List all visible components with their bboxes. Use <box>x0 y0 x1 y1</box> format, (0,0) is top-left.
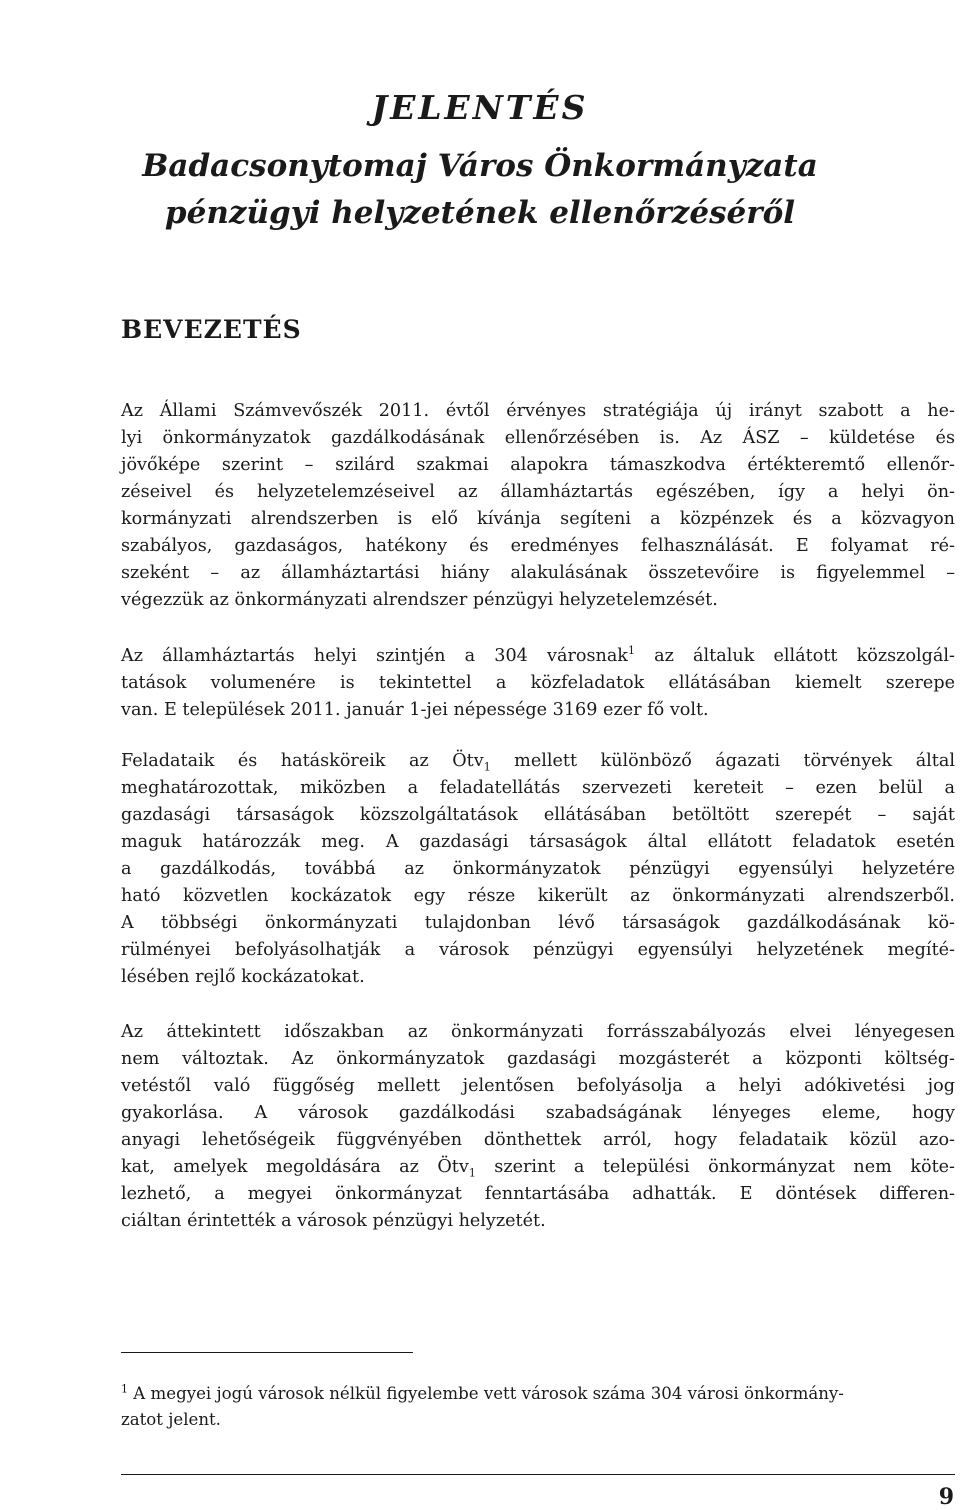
paragraph-line: lésében rejlő kockázatokat. <box>121 967 365 987</box>
paragraph-line: Az áttekintett időszakban az önkormányzati forrásszabályozás elvei lényegesen <box>121 1022 955 1042</box>
footnote-text: A megyei jogú városok nélkül figyelembe vett városok száma 304 városi önkormány- <box>128 1384 844 1403</box>
page-number: 9 <box>938 1484 954 1510</box>
paragraph-line: kormányzati alrendszerben is elő kívánja segíteni a közpénzek és a közvagyon <box>121 509 955 529</box>
footnote <box>121 1381 955 1433</box>
paragraph-line: meghatározottak, miközben a feladatellátás szervezeti kereteit – ezen belül a <box>121 778 955 798</box>
paragraph-line: zéseivel és helyzetelemzéseivel az államháztartás egészében, így a helyi ön- <box>121 482 955 502</box>
paragraph-1 <box>121 398 955 614</box>
paragraph-line: gazdasági társaságok közszolgáltatások ellátásában betöltött szerepét – saját <box>121 805 955 825</box>
document-title <box>0 143 960 237</box>
footnote-line: zatot jelent. <box>121 1410 221 1429</box>
footnote-reference: 1 <box>627 644 635 658</box>
paragraph-3 <box>121 748 955 991</box>
paragraph-line: ciáltan érintették a városok pénzügyi helyzetét. <box>121 1211 546 1231</box>
paragraph-line: A többségi önkormányzati tulajdonban lévő társaságok gazdálkodásának kö- <box>121 913 955 933</box>
footnote-line <box>121 1381 955 1407</box>
paragraph-line <box>121 1154 955 1181</box>
paragraph-4 <box>121 1019 955 1235</box>
document-type-heading: JELENTÉS <box>371 88 589 127</box>
paragraph-line: maguk határozzák meg. A gazdasági társaságok által ellátott feladatok esetén <box>121 832 955 852</box>
paragraph-line: szabályos, gazdaságos, hatékony és eredményes felhasználását. E folyamat ré- <box>121 536 955 556</box>
paragraph-line: anyagi lehetőségeik függvényében dönthettek arról, hogy feladataik közül azo- <box>121 1130 955 1150</box>
paragraph-line: van. E települések 2011. január 1-jei népessége 3169 ezer fő volt. <box>121 700 709 720</box>
paragraph-line: lyi önkormányzatok gazdálkodásának ellenőrzésében is. Az ÁSZ – küldetése és <box>121 428 955 448</box>
paragraph-line: tatások volumenére is tekintettel a közfeladatok ellátásában kiemelt szerepe <box>121 673 955 693</box>
paragraph-line: jövőképe szerint – szilárd szakmai alapokra támaszkodva értékteremtő ellenőr- <box>121 455 955 475</box>
paragraph-line: végezzük az önkormányzati alrendszer pénzügyi helyzetelemzését. <box>121 590 718 610</box>
text-segment: mellett különböző ágazati törvények által <box>490 751 955 771</box>
paragraph-2 <box>121 643 955 724</box>
footnote-number: 1 <box>121 1382 128 1396</box>
paragraph-line: gyakorlása. A városok gazdálkodási szabadságának lényeges eleme, hogy <box>121 1103 955 1123</box>
paragraph-line <box>121 643 955 670</box>
text-segment: Az államháztartás helyi szintjén a 304 városnak <box>121 646 628 666</box>
paragraph-line: Az Állami Számvevőszék 2011. évtől érvényes stratégiája új irányt szabott a he- <box>121 401 955 421</box>
paragraph-line: nem változtak. Az önkormányzatok gazdasági mozgásterét a központi költség- <box>121 1049 955 1069</box>
text-segment: Feladataik és hatásköreik az Ötv <box>121 751 484 771</box>
subscript: 1 <box>468 1166 476 1180</box>
paragraph-line: rülményei befolyásolhatják a városok pénzügyi egyensúlyi helyzetének megíté- <box>121 940 955 960</box>
paragraph-line: szeként – az államháztartási hiány alakulásának összetevőire is figyelemmel – <box>121 563 955 583</box>
title-line-2: pénzügyi helyzetének ellenőrzéséről <box>164 195 796 231</box>
paragraph-line <box>121 748 955 775</box>
paragraph-line: ható közvetlen kockázatok egy része kikerült az önkormányzati alrendszerből. <box>121 886 955 906</box>
subscript: 1 <box>483 760 491 774</box>
footer-divider <box>121 1474 955 1475</box>
paragraph-line: a gazdálkodás, továbbá az önkormányzatok pénzügyi egyensúlyi helyzetére <box>121 859 955 879</box>
text-segment: kat, amelyek megoldására az Ötv <box>121 1157 469 1177</box>
footnote-divider <box>121 1352 413 1353</box>
text-segment: az általuk ellátott közszolgál- <box>634 646 955 666</box>
paragraph-line: vetéstől való függőség mellett jelentősen befolyásolja a helyi adókivetési jog <box>121 1076 955 1096</box>
section-heading: BEVEZETÉS <box>121 315 302 344</box>
paragraph-line: lezhető, a megyei önkormányzat fenntartásába adhatták. E döntések differen- <box>121 1184 955 1204</box>
text-segment: szerint a települési önkormányzat nem köte- <box>475 1157 955 1177</box>
title-line-1: Badacsonytomaj Város Önkormányzata <box>142 148 818 184</box>
